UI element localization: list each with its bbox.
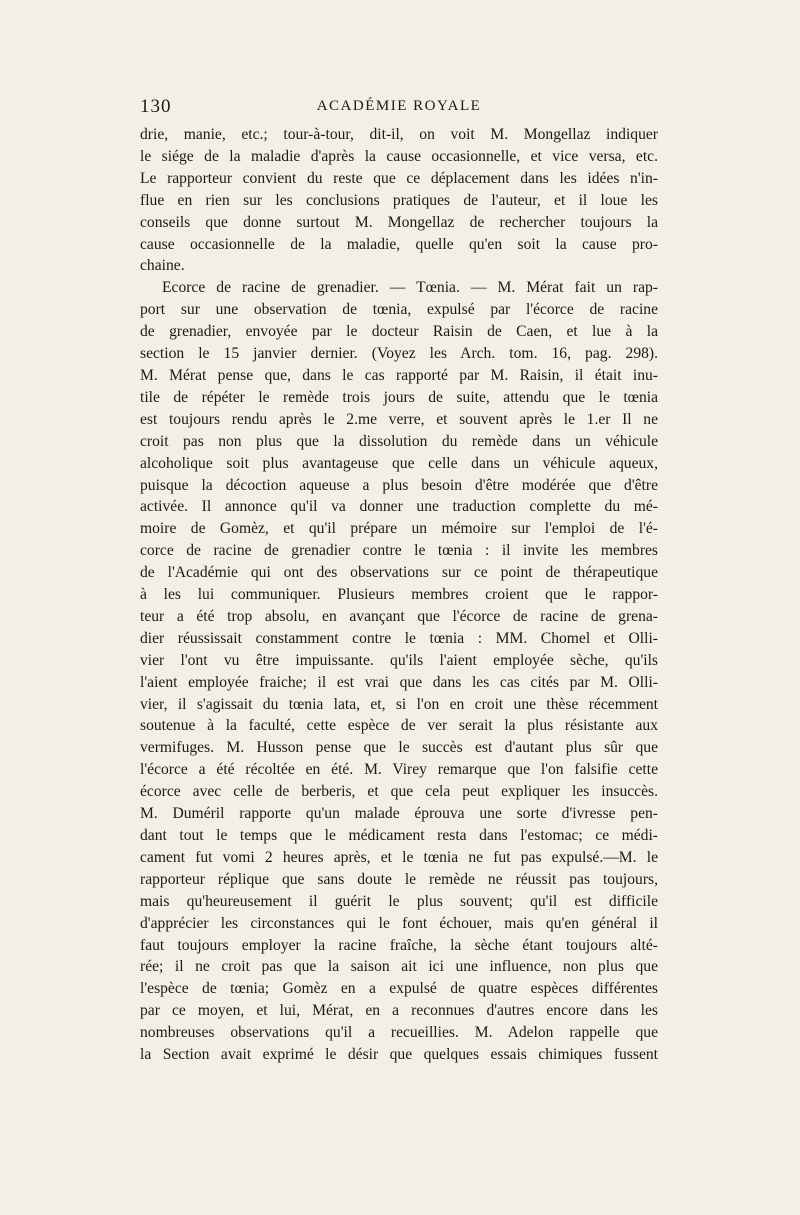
text-line: moire de Gomèz, et qu'il prépare un mémoire sur l'emploi de l'é-	[140, 520, 658, 538]
text-line: tile de répéter le remède trois jours de suite, attendu que le tœnia	[140, 388, 658, 406]
text-line: chaine.	[140, 257, 185, 275]
text-line: écorce avec celle de berberis, et que cela peut expliquer les insuccès.	[140, 783, 658, 801]
text-line: dier réussissait constamment contre le tœnia : MM. Chomel et Olli-	[140, 629, 658, 647]
page-header	[140, 96, 658, 124]
text-line: Ecorce de racine de grenadier. — Tœnia. — M. Mérat fait un rap-	[162, 279, 658, 297]
text-line: M. Mérat pense que, dans le cas rapporté par M. Raisin, il était inu-	[140, 366, 658, 384]
text-line: flue en rien sur les conclusions pratiques de l'auteur, et il loue les	[140, 191, 658, 209]
text-line: drie, manie, etc.; tour-à-tour, dit-il, on voit M. Mongellaz indiquer	[140, 126, 658, 143]
text-line: conseils que donne surtout M. Mongellaz de rechercher toujours la	[140, 213, 658, 231]
text-line: le siége de la maladie d'après la cause occasionnelle, et vice versa, etc.	[140, 147, 658, 165]
running-head: ACADÉMIE ROYALE	[316, 98, 482, 114]
body-text	[140, 124, 658, 1066]
text-line: corce de racine de grenadier contre le tœnia : il invite les membres	[140, 542, 658, 560]
text-line: la Section avait exprimé le désir que quelques essais chimiques fussent	[140, 1046, 658, 1064]
text-line: Le rapporteur convient du reste que ce déplacement dans les idées n'in-	[140, 169, 658, 187]
text-line: rapporteur réplique que sans doute le remède ne réussit pas toujours,	[140, 870, 658, 888]
text-line: l'aient employée fraiche; il est vrai que dans les cas cités par M. Olli-	[140, 673, 658, 691]
text-line: cament fut vomi 2 heures après, et le tœnia ne fut pas expulsé.—M. le	[140, 848, 658, 866]
text-line: soutenue à la faculté, cette espèce de ver serait la plus résistante aux	[140, 717, 658, 735]
text-line: par ce moyen, et lui, Mérat, en a reconnues d'autres encore dans les	[140, 1002, 658, 1020]
text-line: de grenadier, envoyée par le docteur Raisin de Caen, et lue à la	[140, 323, 658, 341]
text-line: puisque la décoction aqueuse a plus besoin d'être modérée que d'être	[140, 476, 658, 494]
text-line: cause occasionnelle de la maladie, quelle qu'en soit la cause pro-	[140, 235, 658, 253]
text-line: vier, il s'agissait du tœnia lata, et, si l'on en croit une thèse récemment	[140, 695, 658, 713]
text-line: M. Duméril rapporte qu'un malade éprouva une sorte d'ivresse pen-	[140, 805, 658, 823]
text-line: nombreuses observations qu'il a recueillies. M. Adelon rappelle que	[140, 1024, 658, 1042]
text-line: teur a été trop absolu, en avançant que l'écorce de racine de grena-	[140, 607, 658, 625]
text-line: l'espèce de tœnia; Gomèz en a expulsé de quatre espèces différentes	[140, 980, 658, 998]
text-line: vermifuges. M. Husson pense que le succès est d'autant plus sûr que	[140, 739, 658, 757]
text-line: de l'Académie qui ont des observations sur ce point de thérapeutique	[140, 564, 658, 582]
text-line: alcoholique soit plus avantageuse que celle dans un véhicule aqueux,	[140, 454, 658, 472]
text-line: section le 15 janvier dernier. (Voyez les Arch. tom. 16, pag. 298).	[140, 345, 658, 363]
page-number: 130	[140, 96, 172, 117]
book-page	[140, 96, 658, 1066]
text-line: dant tout le temps que le médicament resta dans l'estomac; ce médi-	[140, 827, 658, 844]
text-line: vier l'ont vu être impuissante. qu'ils l'aient employée sèche, qu'ils	[140, 651, 658, 669]
text-line: mais qu'heureusement il guérit le plus souvent; qu'il est difficile	[140, 892, 658, 910]
text-line: activée. Il annonce qu'il va donner une traduction complette du mé-	[140, 498, 658, 516]
text-line: croit pas non plus que la dissolution du remède dans un véhicule	[140, 432, 658, 450]
text-line: l'écorce a été récoltée en été. M. Virey remarque que l'on falsifie cette	[140, 761, 658, 779]
text-line: est toujours rendu après le 2.me verre, et souvent après le 1.er Il ne	[140, 410, 658, 428]
text-line: port sur une observation de tœnia, expulsé par l'écorce de racine	[140, 301, 658, 319]
text-line: à les lui communiquer. Plusieurs membres croient que le rappor-	[140, 586, 658, 604]
text-line: faut toujours employer la racine fraîche, la sèche étant toujours alté-	[140, 936, 658, 954]
text-line: rée; il ne croit pas que la saison ait ici une influence, non plus que	[140, 958, 658, 976]
text-line: d'apprécier les circonstances qui le font échouer, mais qu'en général il	[140, 914, 658, 932]
